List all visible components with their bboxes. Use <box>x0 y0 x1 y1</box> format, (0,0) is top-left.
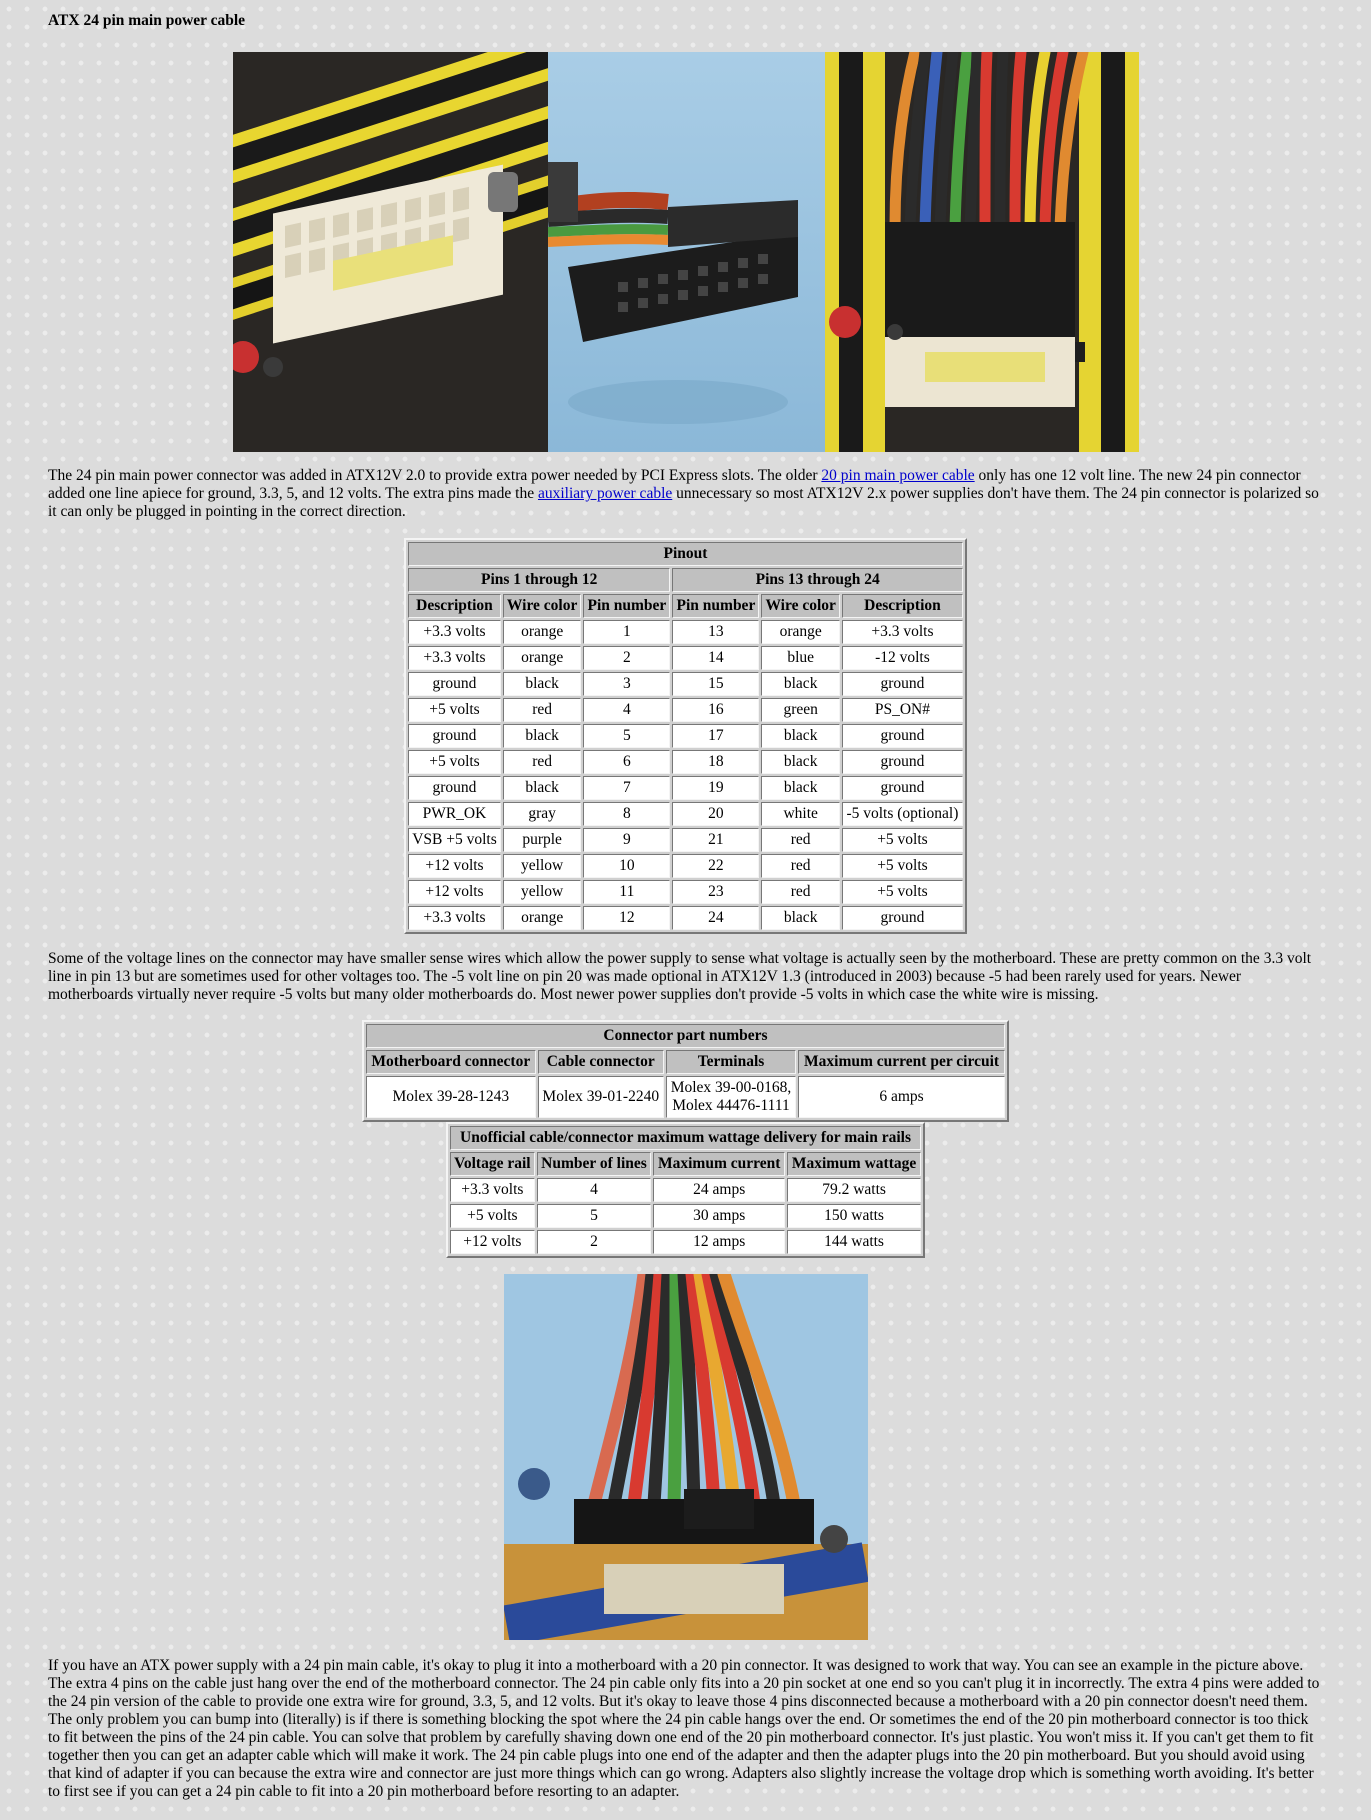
table-cell: 20 <box>672 802 759 826</box>
table-row <box>408 750 963 774</box>
table-cell: black <box>503 776 581 800</box>
current-cell: 6 amps <box>798 1076 1005 1118</box>
wattage-column-header: Voltage rail <box>450 1152 535 1176</box>
link-20-pin-main-power-cable[interactable]: 20 pin main power cable <box>821 467 975 484</box>
table-cell: green <box>761 698 839 722</box>
table-cell: ground <box>842 906 963 930</box>
table-cell: 144 watts <box>787 1230 921 1254</box>
wattage-table <box>446 1122 925 1258</box>
table-cell: 5 <box>583 724 670 748</box>
terminal-2: Molex 44476-1111 <box>672 1097 790 1114</box>
table-cell: black <box>503 672 581 696</box>
outro-paragraph: If you have an ATX power supply with a 24 pin main cable, it's okay to plug it into a motherboard with a 20 pin connector. It was designed to work that way. You can see an example in the picture above. The extra 4 pins on the cable just hang over the end of the motherboard connector. The 24 pin cable only fits into a 20 pin socket at one end so you can't plug it in incorrectly. The extra 4 pins were added to the 24 pin version of the cable to provide one extra wire for ground, 3.3, 5, and 12 volts. But it's okay to leave those 4 pins disconnected because a motherboard with a 20 pin connector doesn't need them. The only problem you can bump into (literally) is if there is something blocking the spot where the 24 pin cable hangs over the end. Or sometimes the end of the 20 pin motherboard connector is too thick to fit between the pins of the 24 pin cable. You can solve that problem by carefully shaving down one end of the 20 pin motherboard connector. It's just plastic. You won't miss it. If you can't get them to fit together then you can get an adapter cable which will make it work. The 24 pin cable plugs into one end of the adapter and then the adapter plugs into the 20 pin motherboard. But you should avoid using that kind of adapter if you can because the extra wire and connector are just more things which can go wrong. Adapters also slightly increase the voltage drop which is something worth avoiding. It's better to first see if you can get a 24 pin cable to fit into a 20 pin motherboard before resorting to an adapter. <box>48 1657 1320 1800</box>
table-cell: +3.3 volts <box>450 1178 535 1202</box>
table-cell: 1 <box>583 620 670 644</box>
24pin-on-20pin-photo <box>504 1274 868 1640</box>
table-cell: blue <box>761 646 839 670</box>
table-cell: orange <box>503 646 581 670</box>
intro-text-3: unnecessary so most ATX12V 2.x power supplies don't have them. The 24 pin connector is polarized so it can only be plugged in pointing in the correct direction. <box>48 485 1319 520</box>
pinout-column-header: Description <box>408 594 501 618</box>
table-cell: VSB +5 volts <box>408 828 501 852</box>
wattage-body <box>450 1178 921 1254</box>
table-cell: 24 <box>672 906 759 930</box>
table-cell: PWR_OK <box>408 802 501 826</box>
pinout-group-2: Pins 13 through 24 <box>672 568 963 592</box>
sense-paragraph: Some of the voltage lines on the connector may have smaller sense wires which allow the power supply to sense what voltage is actually seen by the motherboard. These are pretty common on the 3.3 volt line in pin 13 but are sometimes used for other voltages too. The -5 volt line on pin 20 was made optional in ATX12V 1.3 (introduced in 2003) because -5 had been rarely used for years. Newer motherboards virtually never require -5 volts but many older motherboards do. Most newer power supplies don't provide -5 volts in which case the white wire is missing. <box>48 950 1312 1003</box>
table-cell: +5 volts <box>842 828 963 852</box>
table-cell: PS_ON# <box>842 698 963 722</box>
table-cell: white <box>761 802 839 826</box>
terminal-1: Molex 39-00-0168, <box>670 1079 792 1096</box>
table-cell: +12 volts <box>450 1230 535 1254</box>
cable-connector-cell: Molex 39-01-2240 <box>538 1076 664 1118</box>
table-row <box>450 1178 921 1202</box>
table-cell: +3.3 volts <box>408 646 501 670</box>
table-cell: 30 amps <box>653 1204 785 1228</box>
table-cell: 7 <box>583 776 670 800</box>
pinout-group-1: Pins 1 through 12 <box>408 568 670 592</box>
table-cell: +5 volts <box>842 880 963 904</box>
table-row <box>408 828 963 852</box>
table-cell: black <box>761 906 839 930</box>
table-row <box>408 854 963 878</box>
table-row <box>408 802 963 826</box>
table-cell: 15 <box>672 672 759 696</box>
table-cell: 21 <box>672 828 759 852</box>
wattage-title: Unofficial cable/connector maximum wattage delivery for main rails <box>450 1126 921 1150</box>
table-cell: red <box>761 854 839 878</box>
table-cell: +12 volts <box>408 880 501 904</box>
table-cell: orange <box>503 906 581 930</box>
pinout-header-row <box>408 594 963 618</box>
table-cell: ground <box>408 724 501 748</box>
table-cell: +3.3 volts <box>408 906 501 930</box>
table-cell: black <box>761 776 839 800</box>
pinout-body <box>408 620 963 930</box>
table-cell: red <box>503 698 581 722</box>
table-cell: 12 <box>583 906 670 930</box>
page-title: ATX 24 pin main power cable <box>48 12 246 29</box>
table-cell: +5 volts <box>450 1204 535 1228</box>
wattage-column-header: Maximum current <box>653 1152 785 1176</box>
table-cell: orange <box>761 620 839 644</box>
part-numbers-table <box>362 1020 1009 1122</box>
pinout-column-header: Wire color <box>503 594 581 618</box>
terminals-cell <box>666 1076 796 1118</box>
table-cell: yellow <box>503 880 581 904</box>
table-row <box>408 698 963 722</box>
parts-column-header: Terminals <box>666 1050 796 1074</box>
table-cell: +5 volts <box>408 698 501 722</box>
wattage-column-header: Number of lines <box>537 1152 652 1176</box>
table-cell: 5 <box>537 1204 652 1228</box>
table-cell: 24 amps <box>653 1178 785 1202</box>
table-cell: 4 <box>583 698 670 722</box>
table-row <box>408 620 963 644</box>
table-cell: 150 watts <box>787 1204 921 1228</box>
table-cell: -5 volts (optional) <box>842 802 963 826</box>
table-cell: ground <box>842 724 963 748</box>
table-cell: +12 volts <box>408 854 501 878</box>
table-cell: 4 <box>537 1178 652 1202</box>
table-cell: ground <box>408 776 501 800</box>
table-cell: ground <box>842 750 963 774</box>
table-row <box>408 906 963 930</box>
table-cell: ground <box>842 672 963 696</box>
table-cell: 18 <box>672 750 759 774</box>
table-cell: 10 <box>583 854 670 878</box>
parts-column-header: Maximum current per circuit <box>798 1050 1005 1074</box>
table-row <box>450 1204 921 1228</box>
table-cell: 9 <box>583 828 670 852</box>
parts-column-header: Cable connector <box>538 1050 664 1074</box>
table-cell: black <box>761 750 839 774</box>
pinout-title: Pinout <box>408 542 963 566</box>
table-cell: 14 <box>672 646 759 670</box>
table-cell: 79.2 watts <box>787 1178 921 1202</box>
table-cell: 22 <box>672 854 759 878</box>
table-cell: yellow <box>503 854 581 878</box>
connector-photo-strip <box>233 52 1139 452</box>
pinout-column-header: Wire color <box>761 594 839 618</box>
table-cell: 3 <box>583 672 670 696</box>
table-cell: 13 <box>672 620 759 644</box>
table-cell: purple <box>503 828 581 852</box>
table-cell: black <box>761 724 839 748</box>
table-cell: 19 <box>672 776 759 800</box>
table-cell: 2 <box>583 646 670 670</box>
table-cell: 12 amps <box>653 1230 785 1254</box>
table-cell: 2 <box>537 1230 652 1254</box>
pinout-column-header: Pin number <box>672 594 759 618</box>
table-cell: red <box>761 828 839 852</box>
parts-column-header: Motherboard connector <box>366 1050 536 1074</box>
table-cell: red <box>761 880 839 904</box>
pinout-table <box>404 538 967 934</box>
table-cell: 16 <box>672 698 759 722</box>
table-cell: red <box>503 750 581 774</box>
table-cell: +3.3 volts <box>842 620 963 644</box>
cable-connector-photo <box>548 52 825 452</box>
intro-text-2: only has one 12 volt line. The new 24 pin connector added one line apiece for ground, 3.3, 5, and 12 volts. The extra pins made the <box>48 467 1301 502</box>
table-row <box>408 646 963 670</box>
motherboard-socket-photo <box>233 52 548 452</box>
table-cell: orange <box>503 620 581 644</box>
intro-paragraph <box>48 467 1323 521</box>
table-cell: 23 <box>672 880 759 904</box>
table-cell: 6 <box>583 750 670 774</box>
table-cell: 8 <box>583 802 670 826</box>
table-cell: 11 <box>583 880 670 904</box>
pinout-column-header: Pin number <box>583 594 670 618</box>
link-auxiliary-power-cable[interactable]: auxiliary power cable <box>537 485 673 502</box>
table-row <box>408 724 963 748</box>
table-row <box>408 672 963 696</box>
parts-header-row <box>366 1050 1005 1074</box>
table-cell: -12 volts <box>842 646 963 670</box>
wattage-header-row <box>450 1152 921 1176</box>
table-cell: gray <box>503 802 581 826</box>
table-row <box>408 880 963 904</box>
table-cell: black <box>761 672 839 696</box>
table-cell: ground <box>842 776 963 800</box>
table-cell: black <box>503 724 581 748</box>
table-cell: +5 volts <box>842 854 963 878</box>
table-row <box>450 1230 921 1254</box>
parts-title: Connector part numbers <box>366 1024 1005 1048</box>
wattage-column-header: Maximum wattage <box>787 1152 921 1176</box>
table-row <box>408 776 963 800</box>
parts-row <box>366 1076 1005 1118</box>
table-cell: +5 volts <box>408 750 501 774</box>
intro-text-1: The 24 pin main power connector was added in ATX12V 2.0 to provide extra power needed by PCI Express slots. The older <box>48 467 822 484</box>
table-cell: +3.3 volts <box>408 620 501 644</box>
plugged-connector-photo <box>825 52 1139 452</box>
table-cell: ground <box>408 672 501 696</box>
mb-connector-cell: Molex 39-28-1243 <box>366 1076 536 1118</box>
table-cell: 17 <box>672 724 759 748</box>
pinout-column-header: Description <box>842 594 963 618</box>
